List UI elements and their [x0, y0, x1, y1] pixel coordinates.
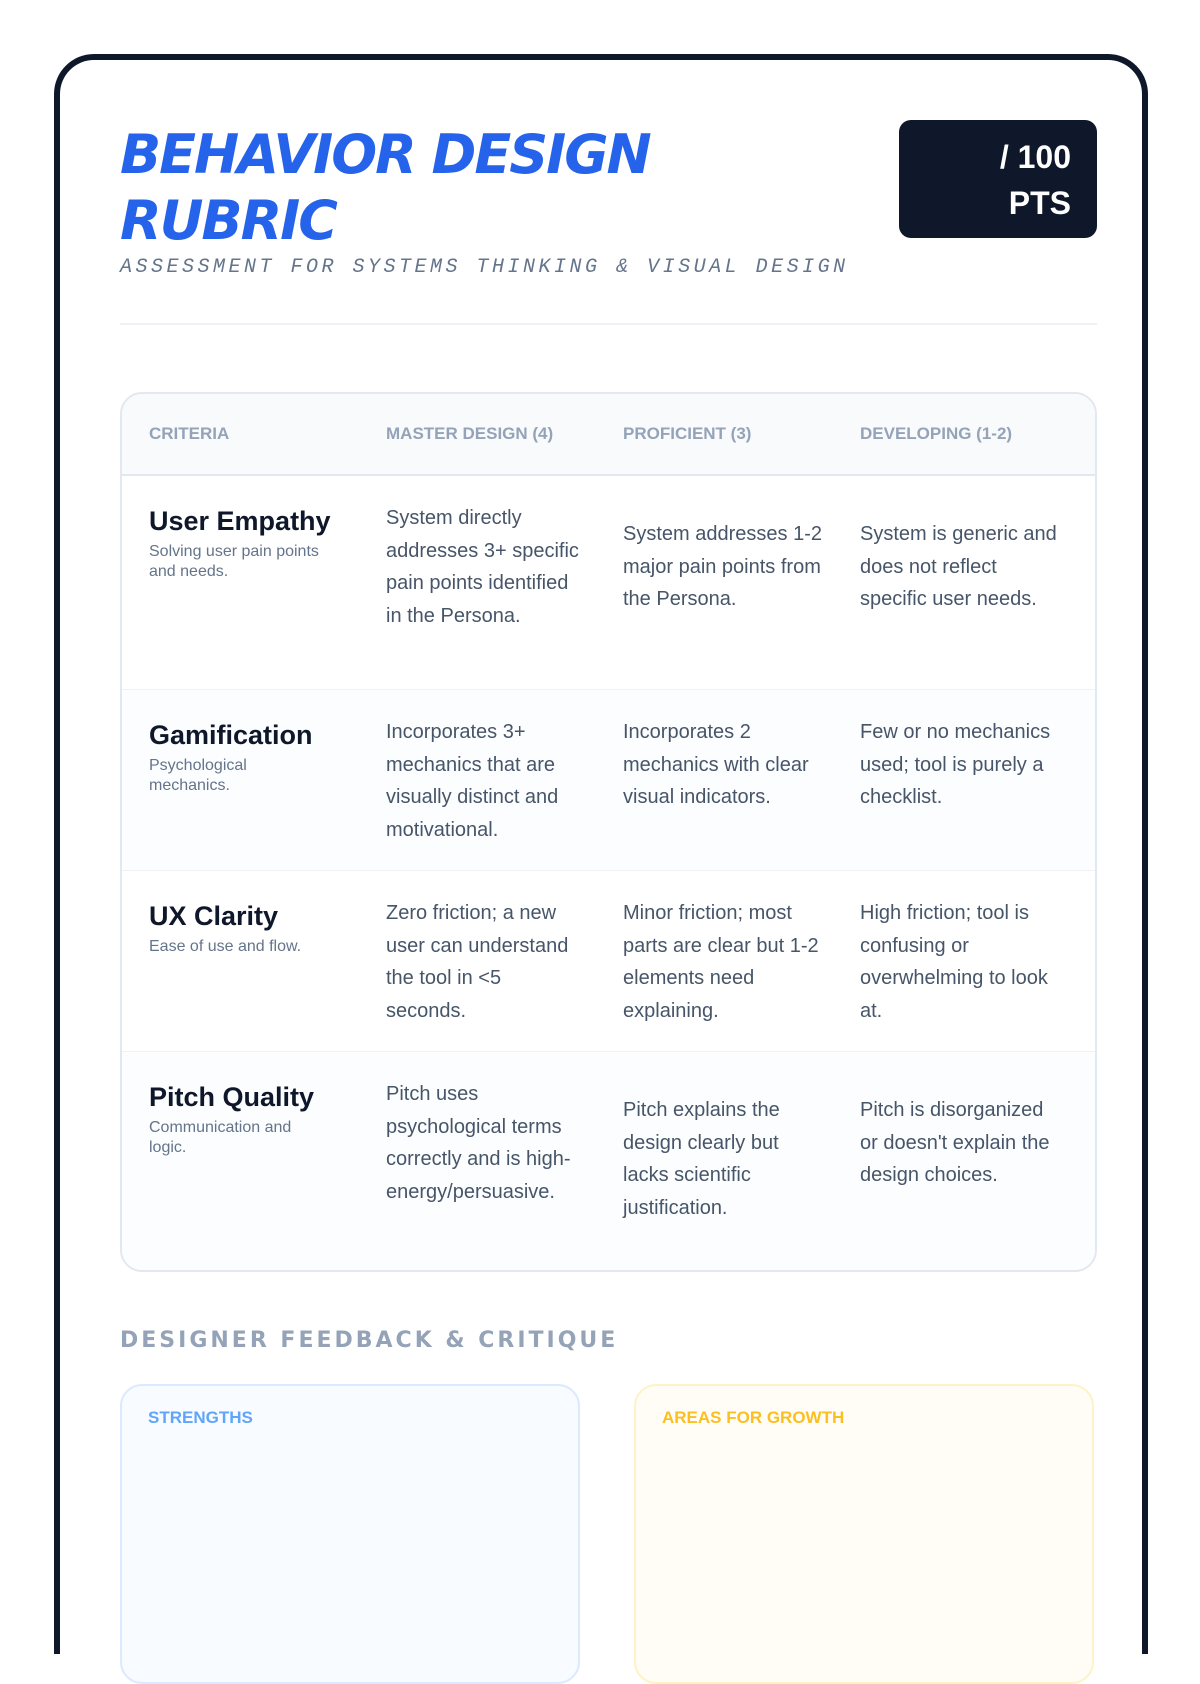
- table-row: [122, 871, 1095, 1052]
- page-subtitle: ASSESSMENT FOR SYSTEMS THINKING & VISUAL DESIGN: [120, 256, 849, 279]
- criterion-name: Pitch Quality: [149, 1082, 315, 1112]
- header-divider: [120, 323, 1097, 325]
- master-descriptor: Pitch uses psychological terms correctly and is high-energy/persuasive.: [386, 1083, 571, 1203]
- column-header-developing: DEVELOPING (1-2): [860, 424, 1013, 443]
- strengths-label: STRENGTHS: [148, 1408, 253, 1427]
- developing-descriptor: Pitch is disorganized or doesn't explain the design choices.: [860, 1099, 1050, 1186]
- score-total: / 100: [999, 139, 1071, 175]
- score-badge: [899, 120, 1097, 238]
- rubric-card: [54, 54, 1148, 1654]
- table-row: [122, 690, 1095, 871]
- criterion-name: UX Clarity: [149, 901, 279, 931]
- column-header-master: MASTER DESIGN (4): [386, 424, 554, 443]
- rubric-header-row: [122, 394, 1095, 476]
- proficient-descriptor: Incorporates 2 mechanics with clear visual indicators.: [623, 721, 809, 808]
- master-descriptor: Zero friction; a new user can understand the tool in <5 seconds.: [386, 902, 569, 1022]
- developing-descriptor: Few or no mechanics used; tool is purely a checklist.: [860, 721, 1051, 808]
- criterion-description: Ease of use and flow.: [149, 938, 302, 955]
- strengths-box[interactable]: [120, 1384, 580, 1684]
- score-unit: PTS: [1008, 185, 1071, 221]
- developing-descriptor: System is generic and does not reflect specific user needs.: [860, 523, 1057, 610]
- criterion-name: Gamification: [149, 720, 313, 750]
- criterion-description: Solving user pain points and needs.: [149, 543, 319, 580]
- developing-descriptor: High friction; tool is confusing or overwhelming to look at.: [860, 902, 1048, 1022]
- criterion-description: Psychological mechanics.: [149, 757, 247, 794]
- page-title: BEHAVIOR DESIGN RUBRIC: [120, 123, 650, 252]
- table-row: [122, 1052, 1095, 1270]
- growth-label: AREAS FOR GROWTH: [662, 1408, 845, 1427]
- proficient-descriptor: Pitch explains the design clearly but lacks scientific justification.: [623, 1099, 780, 1219]
- feedback-section-title: DESIGNER FEEDBACK & CRITIQUE: [120, 1328, 619, 1353]
- criterion-name: User Empathy: [149, 506, 331, 536]
- table-row: [122, 476, 1095, 690]
- criterion-description: Communication and logic.: [149, 1119, 292, 1156]
- master-descriptor: Incorporates 3+ mechanics that are visually distinct and motivational.: [386, 721, 559, 841]
- column-header-proficient: PROFICIENT (3): [623, 424, 752, 443]
- proficient-descriptor: Minor friction; most parts are clear but 1-2 elements need explaining.: [623, 902, 819, 1022]
- growth-box[interactable]: [634, 1384, 1094, 1684]
- rubric-table: [120, 392, 1097, 1272]
- column-header-criteria: CRITERIA: [149, 424, 230, 443]
- proficient-descriptor: System addresses 1-2 major pain points from the Persona.: [623, 523, 822, 610]
- master-descriptor: System directly addresses 3+ specific pain points identified in the Persona.: [386, 507, 579, 627]
